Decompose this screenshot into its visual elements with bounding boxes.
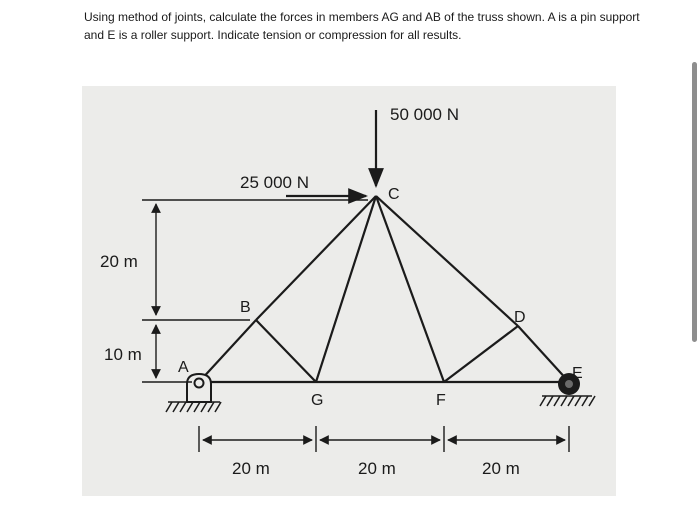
dim-label-span-right: 20 m	[482, 459, 520, 478]
node-label-a: A	[178, 359, 189, 376]
dim-label-height-upper: 20 m	[100, 252, 138, 271]
truss-diagram	[82, 86, 616, 496]
member-cg	[316, 196, 376, 382]
question-line-2: and E is a roller support. Indicate tension or compression for all results.	[84, 28, 462, 42]
vertical-load-label: 50 000 N	[390, 105, 459, 124]
horizontal-load-label: 25 000 N	[240, 173, 309, 192]
support-a-ground	[166, 402, 221, 412]
node-label-g: G	[311, 392, 324, 409]
dim-label-height-lower: 10 m	[104, 345, 142, 364]
dim-label-span-left: 20 m	[232, 459, 270, 478]
dim-label-span-middle: 20 m	[358, 459, 396, 478]
member-ab	[199, 320, 256, 382]
node-label-d: D	[514, 309, 526, 326]
member-bc	[256, 196, 376, 320]
truss-members	[199, 196, 569, 382]
member-cd	[376, 196, 518, 326]
support-e-ground	[540, 396, 595, 406]
question-text	[84, 8, 644, 44]
member-de	[518, 326, 569, 382]
member-cf	[376, 196, 444, 382]
node-label-b: B	[240, 299, 251, 316]
vertical-dimensions	[142, 200, 368, 382]
truss-figure	[82, 86, 616, 496]
node-label-f: F	[436, 392, 446, 409]
member-df	[444, 326, 518, 382]
vertical-scrollbar[interactable]	[692, 62, 697, 342]
question-line-1: Using method of joints, calculate the forces in members AG and AB of the truss shown. A is a pin support	[84, 10, 640, 24]
pin-support-a	[187, 374, 211, 402]
horizontal-dimensions	[199, 426, 569, 452]
node-label-e: E	[572, 365, 583, 382]
member-bg	[256, 320, 316, 382]
node-label-c: C	[388, 186, 400, 203]
